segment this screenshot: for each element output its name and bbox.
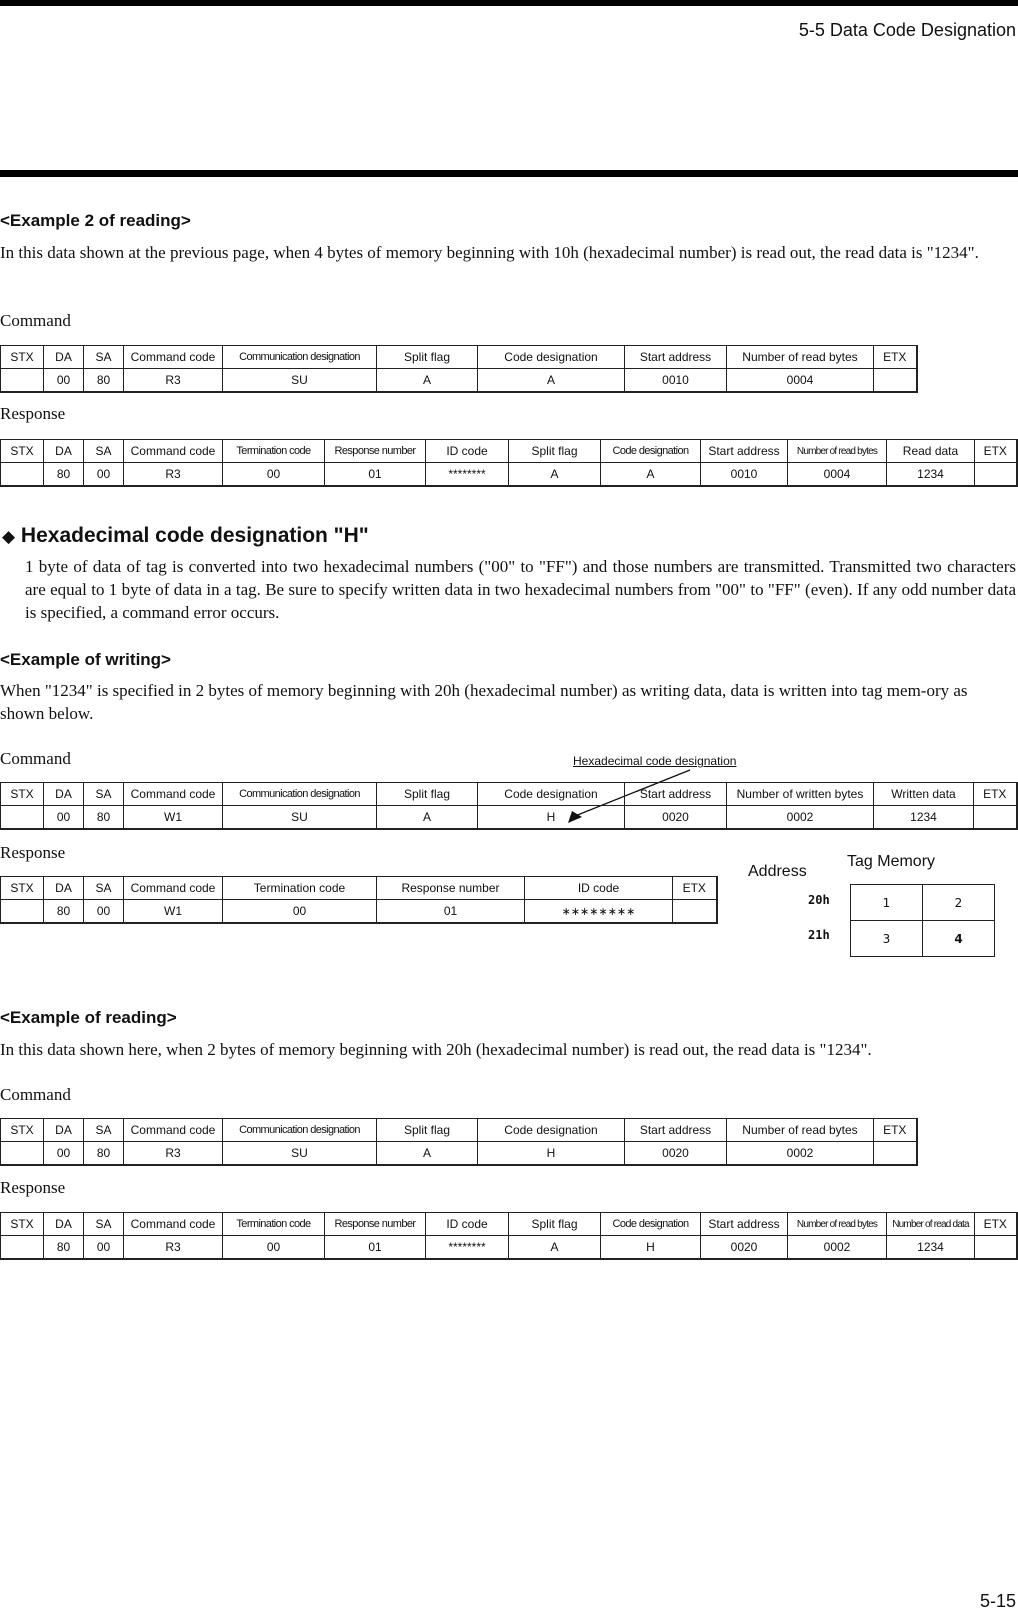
header-cell: Code designation <box>478 783 625 806</box>
header-cell: Start address <box>701 1213 788 1236</box>
header-cell: STX <box>1 346 44 369</box>
header-cell: Code designation <box>478 1119 625 1142</box>
value-cell: 0010 <box>701 463 788 487</box>
table-value-row <box>1 369 917 393</box>
address-20h: 20h <box>808 893 830 907</box>
header-cell: Code designation <box>478 346 625 369</box>
value-cell: 0020 <box>625 806 727 830</box>
header-cell: ETX <box>874 346 917 369</box>
header-cell: Split flag <box>377 783 478 806</box>
value-cell <box>673 900 717 924</box>
value-cell: R3 <box>124 1236 223 1260</box>
header-cell: Start address <box>701 440 788 463</box>
hex-section-heading <box>2 524 369 548</box>
table-value-row <box>1 806 1017 830</box>
value-cell: 00 <box>223 900 377 924</box>
value-cell: 01 <box>325 1236 426 1260</box>
value-cell: 01 <box>325 463 426 487</box>
value-cell <box>874 1142 917 1166</box>
header-cell: ID code <box>426 1213 509 1236</box>
header-cell: STX <box>1 783 44 806</box>
value-cell: A <box>509 1236 601 1260</box>
header-cell: SA <box>84 783 124 806</box>
reading-command-label: Command <box>0 1085 71 1104</box>
value-cell: 00 <box>44 1142 84 1166</box>
header-cell: Read data <box>887 440 975 463</box>
reading-response-table <box>0 1212 1018 1260</box>
value-cell <box>1 900 44 924</box>
value-cell: W1 <box>124 806 223 830</box>
header-cell: ID code <box>426 440 509 463</box>
value-cell <box>1 806 44 830</box>
header-cell: STX <box>1 1119 44 1142</box>
header-cell: Response number <box>325 1213 426 1236</box>
value-cell <box>975 1236 1017 1260</box>
memory-row <box>851 885 995 921</box>
value-cell <box>1 463 44 487</box>
value-cell: 80 <box>44 1236 84 1260</box>
header-cell: Response number <box>325 440 426 463</box>
header-cell: DA <box>44 440 84 463</box>
header-cell: ETX <box>673 877 717 900</box>
value-cell: 0002 <box>788 1236 887 1260</box>
header-cell: Termination code <box>223 877 377 900</box>
header-cell: SA <box>84 877 124 900</box>
value-cell: 80 <box>84 1142 124 1166</box>
header-cell: ID code <box>525 877 673 900</box>
value-cell: 0002 <box>727 1142 874 1166</box>
header-cell: Command code <box>124 346 223 369</box>
value-cell: H <box>478 1142 625 1166</box>
value-cell: A <box>601 463 701 487</box>
header-cell: Termination code <box>223 1213 325 1236</box>
value-cell: ∗∗∗∗∗∗∗∗ <box>525 900 673 924</box>
example2-command-table <box>0 345 918 393</box>
memory-cell: 4 <box>923 921 995 957</box>
header-cell: Written data <box>874 783 974 806</box>
value-cell: 00 <box>84 1236 124 1260</box>
tag-memory-title: Tag Memory <box>847 853 936 870</box>
header-cell: Command code <box>124 440 223 463</box>
diamond-bullet-icon: ◆ <box>2 527 16 547</box>
example2-command-label: Command <box>0 311 71 330</box>
header-cell: DA <box>44 1119 84 1142</box>
header-cell: ETX <box>975 1213 1017 1236</box>
header-cell: Number of read bytes <box>788 440 887 463</box>
header-cell: Termination code <box>223 440 325 463</box>
value-cell: 0010 <box>625 369 727 393</box>
value-cell <box>974 806 1017 830</box>
value-cell: A <box>377 369 478 393</box>
value-cell: ******** <box>426 1236 509 1260</box>
header-cell: Number of read bytes <box>727 346 874 369</box>
value-cell: R3 <box>124 463 223 487</box>
header-cell: SA <box>84 440 124 463</box>
top-rule <box>0 0 1018 6</box>
writing-command-label: Command <box>0 749 71 768</box>
header-cell: Command code <box>124 1213 223 1236</box>
header-cell: Number of read bytes <box>788 1213 887 1236</box>
table-header-row <box>1 877 717 900</box>
header-cell: STX <box>1 877 44 900</box>
header-cell: Number of written bytes <box>727 783 874 806</box>
table-header-row <box>1 346 917 369</box>
reading-heading: <Example of reading> <box>0 1008 177 1027</box>
table-value-row <box>1 1142 917 1166</box>
memory-cell: 1 <box>851 885 923 921</box>
value-cell: 0020 <box>625 1142 727 1166</box>
value-cell: 1234 <box>874 806 974 830</box>
writing-command-table <box>0 782 1018 830</box>
value-cell: 00 <box>44 369 84 393</box>
writing-response-table <box>0 876 718 924</box>
header-cell: Response number <box>377 877 525 900</box>
writing-response-label: Response <box>0 843 66 862</box>
header-cell: DA <box>44 346 84 369</box>
table-header-row <box>1 1213 1017 1236</box>
memory-cell: 2 <box>923 885 995 921</box>
header-cell: SA <box>84 346 124 369</box>
value-cell: 0002 <box>727 806 874 830</box>
value-cell: 00 <box>84 900 124 924</box>
header-cell: Command code <box>124 783 223 806</box>
header-cell: Communication designation <box>223 346 377 369</box>
value-cell: A <box>509 463 601 487</box>
value-cell: R3 <box>124 369 223 393</box>
value-cell: 1234 <box>887 463 975 487</box>
value-cell: A <box>478 369 625 393</box>
header-cell: SA <box>84 1213 124 1236</box>
header-cell: DA <box>44 1213 84 1236</box>
value-cell: 1234 <box>887 1236 975 1260</box>
header-cell: Start address <box>625 783 727 806</box>
value-cell <box>1 1142 44 1166</box>
example2-heading: <Example 2 of reading> <box>0 211 191 230</box>
header-cell: STX <box>1 1213 44 1236</box>
reading-paragraph: In this data shown here, when 2 bytes of memory beginning with 20h (hexadecimal number) is read out, the read data is "1234". <box>0 1040 872 1059</box>
header-cell: Split flag <box>509 440 601 463</box>
value-cell: A <box>377 806 478 830</box>
header-cell: DA <box>44 783 84 806</box>
table-header-row <box>1 440 1017 463</box>
header-cell: Command code <box>124 877 223 900</box>
header-cell: Split flag <box>377 1119 478 1142</box>
header-cell: SA <box>84 1119 124 1142</box>
value-cell: 01 <box>377 900 525 924</box>
hex-section-paragraph: 1 byte of data of tag is converted into two hexadecimal numbers ("00" to "FF") and those numbers are transmitted. Transmitted two characters are equal to 1 byte of data in a tag. Be sure to specify written data in two hexadecimal numbers from "00" to "FF" (even). If any odd number data is specified, a command error occurs. <box>25 557 1016 622</box>
header-cell: Number of read data <box>887 1213 975 1236</box>
value-cell <box>874 369 917 393</box>
value-cell: 80 <box>84 806 124 830</box>
table-value-row <box>1 900 717 924</box>
example2-paragraph: In this data shown at the previous page, when 4 bytes of memory beginning with 10h (hexadecimal number) is read out, the read data is "1234". <box>0 243 979 262</box>
value-cell: 0020 <box>701 1236 788 1260</box>
value-cell: 80 <box>44 463 84 487</box>
value-cell: H <box>601 1236 701 1260</box>
header-cell: DA <box>44 877 84 900</box>
value-cell: W1 <box>124 900 223 924</box>
table-header-row <box>1 783 1017 806</box>
page-number: 5-15 <box>979 1591 1016 1611</box>
value-cell: A <box>377 1142 478 1166</box>
writing-paragraph: When "1234" is specified in 2 bytes of memory beginning with 20h (hexadecimal number) as writing data, data is written into tag mem-ory as shown below. <box>0 681 968 723</box>
header-cell: Start address <box>625 1119 727 1142</box>
example2-response-table <box>0 439 1018 487</box>
header-cell: STX <box>1 440 44 463</box>
header-cell: ETX <box>975 440 1017 463</box>
value-cell: ******** <box>426 463 509 487</box>
value-cell: 80 <box>84 369 124 393</box>
value-cell <box>1 1236 44 1260</box>
hex-heading-text: Hexadecimal code designation "H" <box>20 524 369 547</box>
example2-response-label: Response <box>0 404 66 423</box>
header-cell: ETX <box>874 1119 917 1142</box>
header-cell: Split flag <box>377 346 478 369</box>
value-cell: 00 <box>223 1236 325 1260</box>
writing-heading: <Example of writing> <box>0 650 171 669</box>
table-header-row <box>1 1119 917 1142</box>
value-cell <box>1 369 44 393</box>
header-cell: ETX <box>974 783 1017 806</box>
header-cell: Communication designation <box>223 1119 377 1142</box>
header-cell: Number of read bytes <box>727 1119 874 1142</box>
value-cell: SU <box>223 806 377 830</box>
value-cell: 0004 <box>727 369 874 393</box>
header-cell: Code designation <box>601 440 701 463</box>
header-cell: Start address <box>625 346 727 369</box>
value-cell: 0004 <box>788 463 887 487</box>
header-cell: Command code <box>124 1119 223 1142</box>
header-cell: Code designation <box>601 1213 701 1236</box>
address-21h: 21h <box>808 928 830 942</box>
value-cell: 80 <box>44 900 84 924</box>
value-cell <box>975 463 1017 487</box>
table-value-row <box>1 463 1017 487</box>
value-cell: SU <box>223 1142 377 1166</box>
header-rule <box>0 170 1018 177</box>
value-cell: 00 <box>84 463 124 487</box>
value-cell: 00 <box>223 463 325 487</box>
tag-memory-grid <box>850 884 995 957</box>
header-cell: Split flag <box>509 1213 601 1236</box>
value-cell: R3 <box>124 1142 223 1166</box>
table-value-row <box>1 1236 1017 1260</box>
address-label: Address <box>748 863 807 880</box>
header-cell: Communication designation <box>223 783 377 806</box>
memory-row <box>851 921 995 957</box>
hex-code-annotation: Hexadecimal code designation <box>573 754 737 768</box>
value-cell: 00 <box>44 806 84 830</box>
value-cell: SU <box>223 369 377 393</box>
reading-command-table <box>0 1118 918 1166</box>
value-cell: H <box>478 806 625 830</box>
reading-response-label: Response <box>0 1178 66 1197</box>
memory-cell: 3 <box>851 921 923 957</box>
running-header: 5-5 Data Code Designation <box>798 20 1016 40</box>
